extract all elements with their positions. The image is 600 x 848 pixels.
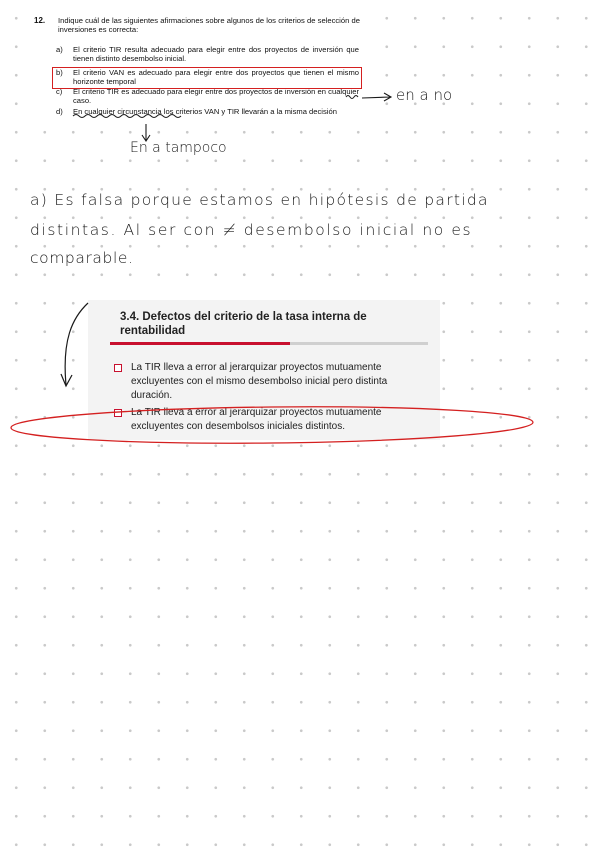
option-text: El criterio TIR es adecuado para elegir entre dos proyectos de inversión en cualquier caso. (73, 87, 359, 105)
arrow-right-icon (362, 93, 391, 101)
below-note: En a tampoco (130, 140, 227, 156)
curved-arrow-icon (65, 303, 88, 385)
handwritten-line-1: a) Es falsa porque estamos en hipótesis de partida (30, 191, 489, 209)
option-letter: c) (56, 87, 63, 96)
option-letter: d) (56, 107, 63, 116)
question-number: 12. (34, 16, 46, 25)
handwritten-line-2: distintas. Al ser con ≠ desembolso inicial no es (30, 221, 473, 239)
bullet-text: La TIR lleva a error al jerarquizar proyectos mutuamente excluyentes con el mismo desembolso inicial pero distinta duración. (131, 362, 388, 401)
wavy-underline (73, 115, 181, 118)
option-text: En cualquier circunstancia los criterios VAN y TIR llevarán a la misma decisión (73, 107, 337, 116)
option-letter: b) (56, 68, 63, 77)
handwritten-line-3: comparable. (30, 249, 134, 267)
option-letter: a) (56, 45, 63, 54)
question-text: Indique cuál de las siguientes afirmaciones sobre algunos de los criterios de selección de inversiones es correcta: (58, 16, 360, 34)
highlight-ellipse (11, 404, 533, 445)
side-note: en a no (396, 86, 453, 104)
scribble-mark (346, 96, 358, 99)
option-text: El criterio TIR resulta adecuado para elegir entre dos proyectos de inversión que tienen distinto desembolso inicial. (73, 45, 359, 63)
arrow-down-icon (142, 124, 150, 141)
figure-title: 3.4. Defectos del criterio de la tasa interna de rentabilidad (120, 311, 367, 337)
option-text: El criterio VAN es adecuado para elegir entre dos proyectos que tienen el mismo horizonte temporal (73, 68, 359, 86)
curved-arrow-head (61, 374, 72, 386)
bullet-text: La TIR lleva a error al jerarquizar proyectos mutuamente excluyentes con desembolsos iniciales distintos. (131, 407, 382, 432)
